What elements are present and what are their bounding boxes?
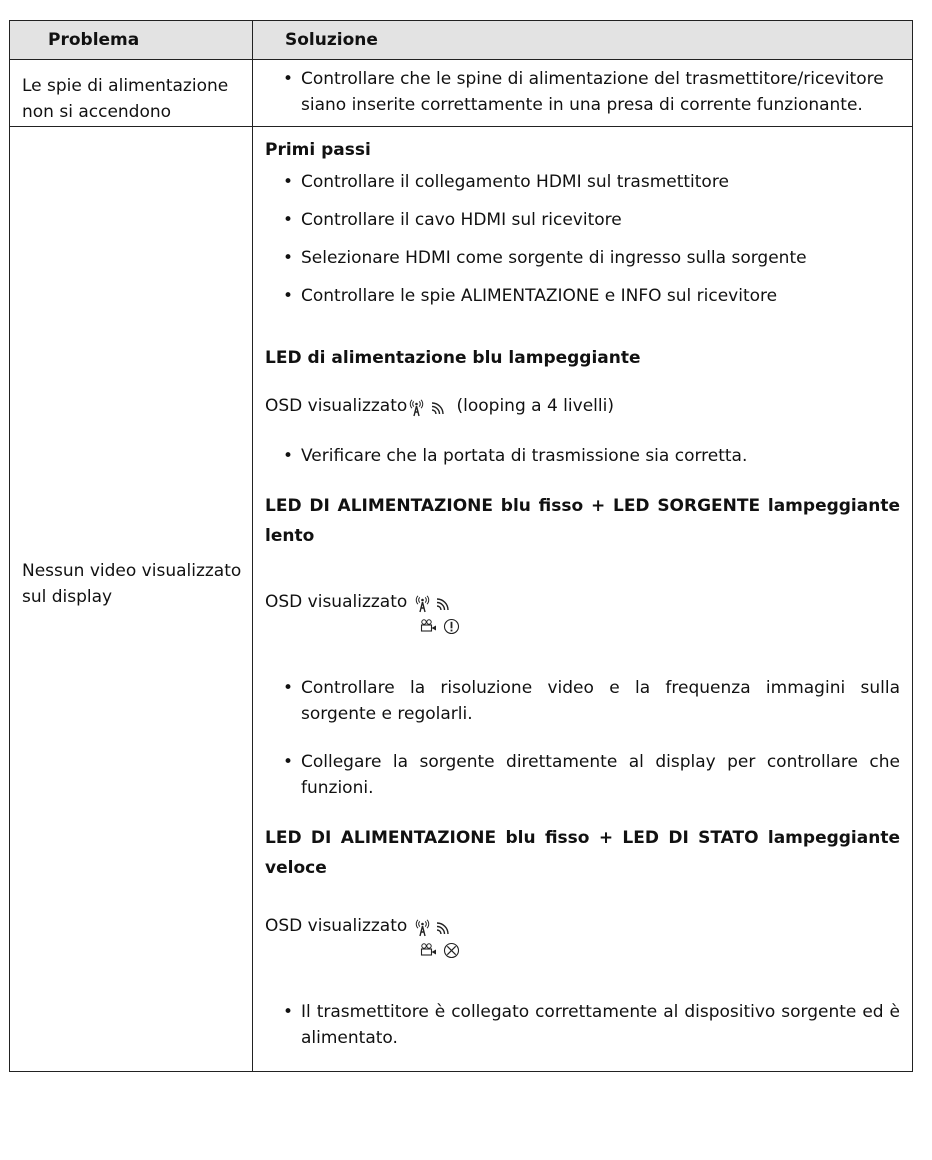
cross-circle-icon	[443, 942, 460, 959]
antenna-icon	[415, 919, 430, 937]
first-steps-list	[265, 169, 900, 309]
section-heading: LED DI ALIMENTAZIONE blu fisso + LED SORGENTE lampeggiante lento	[265, 496, 900, 546]
table-row	[10, 60, 913, 127]
list-item: • Selezionare HDMI come sorgente di ingresso sulla sorgente	[283, 245, 900, 271]
section-list	[265, 675, 900, 801]
solution-cell	[253, 60, 913, 127]
osd-note: (looping a 4 livelli)	[456, 396, 614, 416]
list-item: • Controllare il cavo HDMI sul ricevitore	[283, 207, 900, 233]
list-item: • Controllare la risoluzione video e la frequenza immagini sulla sorgente e regolarli.	[283, 675, 900, 727]
antenna-icon	[409, 399, 424, 417]
problem-text: Nessun video visualizzato sul display	[22, 561, 242, 607]
signal-icon	[435, 920, 451, 936]
list-item: • Collegare la sorgente direttamente al display per controllare che funzioni.	[283, 749, 900, 801]
signal-icon	[430, 400, 446, 416]
list-item: • Controllare il collegamento HDMI sul trasmettitore	[283, 169, 900, 195]
osd-label: OSD visualizzato	[265, 592, 408, 612]
table-header-row	[10, 21, 913, 60]
list-item: • Il trasmettitore è collegato correttamente al dispositivo sorgente ed è alimentato.	[283, 999, 900, 1051]
table-row	[10, 127, 913, 1072]
osd-icons	[409, 395, 445, 421]
problem-text: Le spie di alimentazione non si accendono	[22, 76, 229, 122]
section-list	[265, 443, 900, 469]
signal-icon	[435, 596, 451, 612]
section-heading: LED DI ALIMENTAZIONE blu fisso + LED DI STATO lampeggiante veloce	[265, 828, 900, 878]
list-item: • Controllare le spie ALIMENTAZIONE e INFO sul ricevitore	[283, 283, 900, 309]
problem-cell	[10, 127, 253, 1072]
osd-line	[265, 393, 900, 421]
header-problem: Problema	[10, 21, 253, 60]
video-camera-icon	[420, 619, 438, 633]
header-solution: Soluzione	[253, 21, 913, 60]
video-camera-icon	[420, 943, 438, 957]
osd-label: OSD visualizzato	[265, 916, 408, 936]
warning-circle-icon	[443, 618, 460, 635]
solution-list	[265, 66, 900, 118]
section-heading: LED di alimentazione blu lampeggiante	[265, 348, 641, 368]
problem-cell	[10, 60, 253, 127]
troubleshooting-table	[9, 20, 913, 1072]
antenna-icon	[415, 595, 430, 613]
solution-cell	[253, 127, 913, 1072]
first-steps-heading: Primi passi	[265, 140, 371, 160]
osd-label: OSD visualizzato	[265, 396, 408, 416]
list-item: • Verificare che la portata di trasmissione sia corretta.	[283, 443, 900, 469]
section-list	[265, 999, 900, 1051]
list-item: • Controllare che le spine di alimentazione del trasmettitore/ricevitore siano inserite correttamente in una presa di corrente funzionante.	[283, 66, 900, 118]
